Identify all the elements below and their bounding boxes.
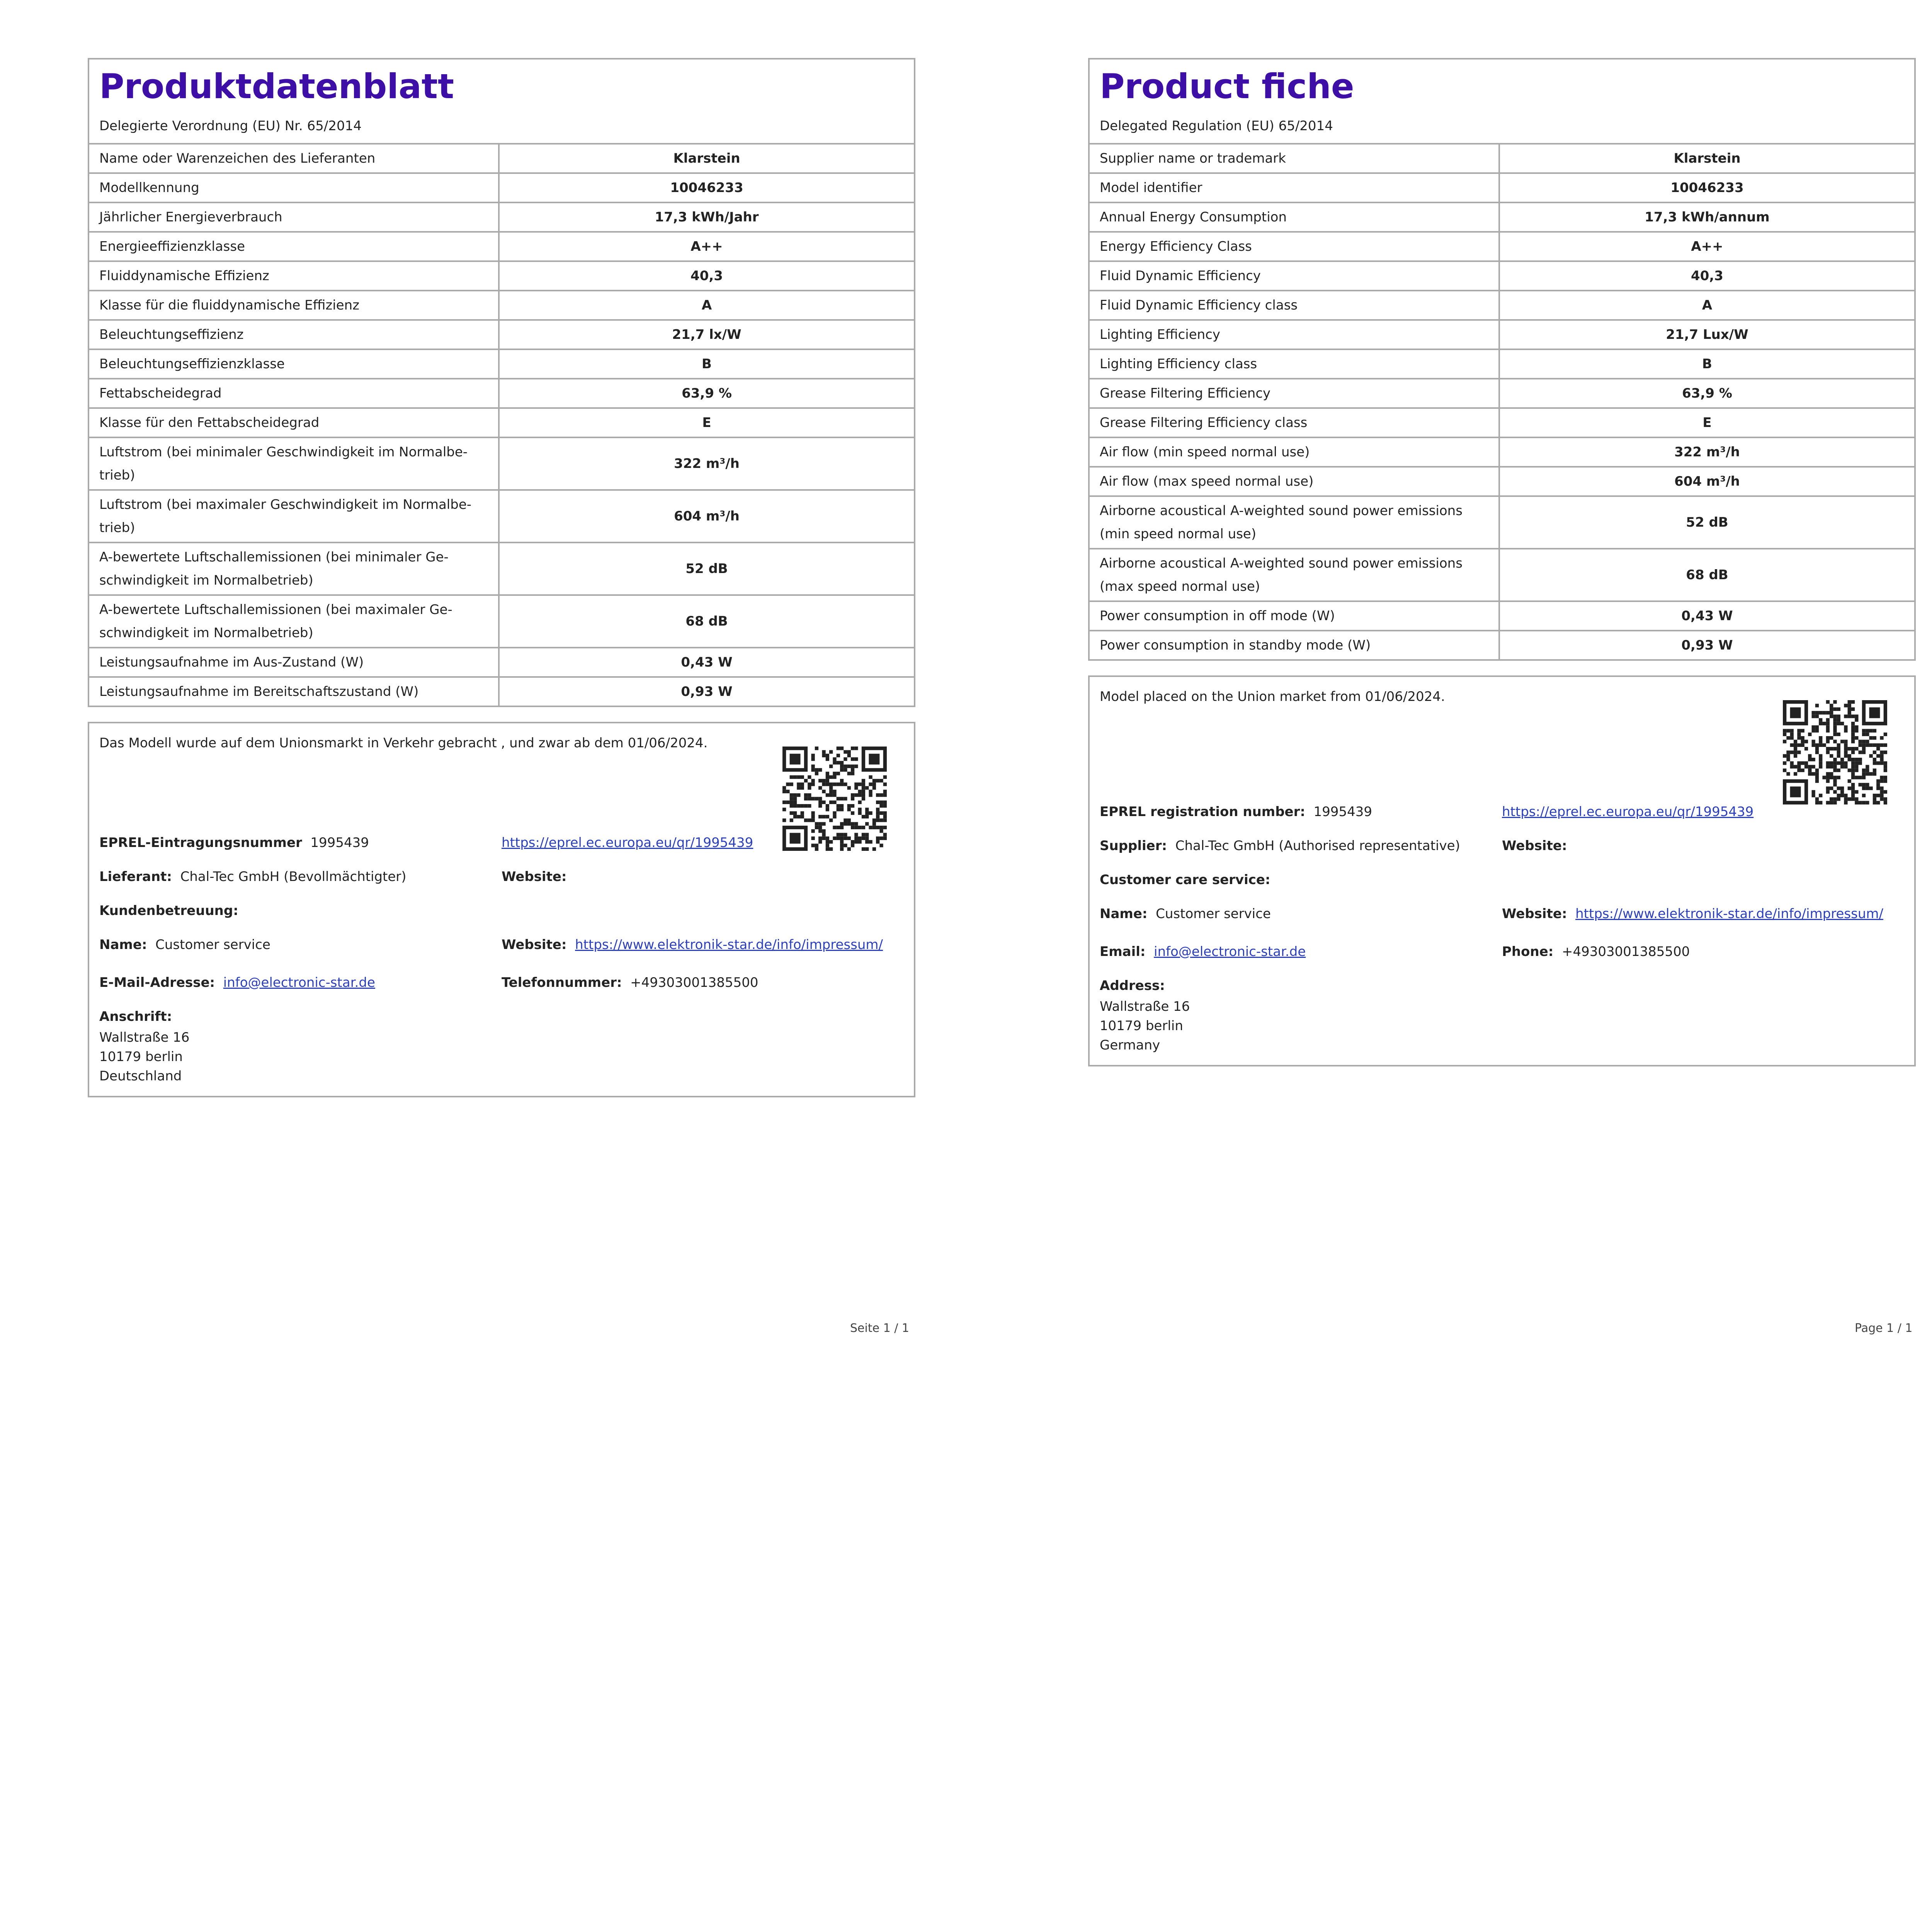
name-value-en: Customer service [1156, 906, 1271, 922]
address-line-en: Wallstraße 16 [1100, 999, 1190, 1014]
info-box-en [1088, 675, 1916, 1066]
spec-value: A++ [499, 232, 914, 261]
spec-value: 68 dB [1499, 549, 1914, 601]
page-title-de: Produktdatenblatt [99, 66, 454, 106]
spec-value: Klarstein [1673, 151, 1741, 166]
spec-value: 21,7 Lux/W [1499, 320, 1914, 349]
spec-row [89, 648, 914, 677]
spec-row [89, 291, 914, 320]
phone-value-en: +49303001385500 [1561, 944, 1690, 959]
spec-row [89, 261, 914, 291]
eprel-label-de: EPREL-Eintragungsnummer [99, 835, 302, 850]
supplier-row-en [1100, 835, 1904, 857]
address-line-de: Wallstraße 16 [99, 1030, 190, 1045]
eprel-number-en: 1995439 [1313, 804, 1372, 820]
spec-row [1090, 320, 1914, 349]
phone-value-de: +49303001385500 [630, 975, 759, 990]
spec-row [1090, 202, 1914, 232]
spec-box-en [1088, 58, 1916, 661]
spec-value: 322 m³/h [499, 437, 914, 490]
spec-row [1090, 496, 1914, 549]
eprel-link-de[interactable]: https://eprel.ec.europa.eu/qr/1995439 [502, 835, 753, 850]
spec-row [89, 490, 914, 543]
spec-value: 0,93 W [499, 677, 914, 706]
spec-value: 0,43 W [499, 648, 914, 677]
spec-value: A [499, 291, 914, 320]
supplier-label-de: Lieferant: [99, 869, 172, 884]
spec-row [1090, 379, 1914, 408]
email-link-en[interactable]: info@electronic-star.de [1154, 944, 1306, 959]
care-website-link-en[interactable]: https://www.elektronik-star.de/info/impressum/ [1575, 906, 1883, 922]
name-label-de: Name: [99, 937, 147, 952]
care-website-label-en: Website: [1502, 906, 1567, 922]
product-datasheet-de [88, 58, 915, 1097]
product-fiche-en [1088, 58, 1916, 1066]
regulation-subtitle-en: Delegated Regulation (EU) 65/2014 [1100, 118, 1333, 134]
spec-row [89, 408, 914, 437]
address-label-en: Address: [1100, 978, 1165, 993]
info-box-de [88, 722, 915, 1097]
contact-row-en [1100, 940, 1904, 963]
spec-row [1090, 467, 1914, 496]
eprel-label-en: EPREL registration number: [1100, 804, 1305, 820]
spec-label: Grease Filtering Efficiency class [1090, 408, 1499, 437]
spec-row [89, 437, 914, 490]
spec-label: Air flow (max speed normal use) [1090, 467, 1499, 496]
spec-row [1090, 173, 1914, 202]
spec-label: Name oder Warenzeichen des Lieferanten [89, 145, 499, 173]
spec-label: Beleuchtungseffizienz [89, 320, 499, 349]
spec-value: 17,3 kWh/annum [1499, 202, 1914, 232]
header-en [1090, 60, 1914, 145]
spec-label: Fluiddynamische Effizienz [89, 261, 499, 291]
supplier-value-de: Chal-Tec GmbH (Bevollmächtigter) [180, 869, 406, 884]
spec-label: Airborne acoustical A-weighted sound power emissions (min speed normal use) [1090, 496, 1499, 549]
spec-label: Klasse für die fluiddynamische Effizienz [89, 291, 499, 320]
spec-label: Jährlicher Energieverbrauch [89, 202, 499, 232]
email-link-de[interactable]: info@electronic-star.de [223, 975, 375, 990]
spec-row [1090, 232, 1914, 261]
website-label-de: Website: [502, 869, 567, 884]
spec-value: B [1499, 349, 1914, 379]
supplier-label-en: Supplier: [1100, 838, 1167, 854]
name-label-en: Name: [1100, 906, 1148, 922]
regulation-subtitle-de: Delegierte Verordnung (EU) Nr. 65/2014 [99, 118, 362, 134]
spec-row [89, 173, 914, 202]
care-row-en [1100, 903, 1904, 925]
spec-label: Lighting Efficiency class [1090, 349, 1499, 379]
spec-label: Fettabscheidegrad [89, 379, 499, 408]
spec-row [89, 320, 914, 349]
spec-label: A-bewertete Luftschallemissionen (bei maximaler Geschwindigkeit im Normalbetrieb) [89, 595, 499, 648]
spec-value: 0,43 W [1499, 601, 1914, 631]
spec-label: Supplier name or trademark [1090, 145, 1499, 173]
supplier-value-en: Chal-Tec GmbH (Authorised representative) [1175, 838, 1460, 854]
qr-code-de [782, 747, 887, 851]
spec-label: Power consumption in standby mode (W) [1090, 631, 1499, 659]
email-label-de: E-Mail-Adresse: [99, 975, 215, 990]
spec-value: 604 m³/h [1499, 467, 1914, 496]
spec-row [1090, 349, 1914, 379]
spec-label: Air flow (min speed normal use) [1090, 437, 1499, 467]
page-number-de: Seite 1 / 1 [850, 1321, 909, 1335]
care-website-label-de: Website: [502, 937, 567, 952]
spec-table-de [89, 145, 914, 706]
phone-label-de: Telefonnummer: [502, 975, 622, 990]
contact-row-de [99, 971, 904, 994]
spec-label: Luftstrom (bei maximaler Geschwindigkeit im Normalbetrieb) [89, 490, 499, 543]
name-value-de: Customer service [155, 937, 270, 952]
qr-code-en [1783, 700, 1887, 804]
spec-value: 52 dB [1499, 496, 1914, 549]
spec-label: Leistungsaufnahme im Bereitschaftszustand (W) [89, 677, 499, 706]
spec-value: 0,93 W [1499, 631, 1914, 659]
eprel-number-de: 1995439 [310, 835, 369, 850]
spec-value: 10046233 [499, 173, 914, 202]
spec-label: Luftstrom (bei minimaler Geschwindigkeit im Normalbetrieb) [89, 437, 499, 490]
spec-row [89, 595, 914, 648]
spec-value: 63,9 % [1499, 379, 1914, 408]
spec-label: Energieeffizienzklasse [89, 232, 499, 261]
spec-row [1090, 261, 1914, 291]
care-website-link-de[interactable]: https://www.elektronik-star.de/info/impressum/ [575, 937, 883, 952]
spec-label: Beleuchtungseffizienzklasse [89, 349, 499, 379]
email-label-en: Email: [1100, 944, 1146, 959]
spec-label: Power consumption in off mode (W) [1090, 601, 1499, 631]
market-statement-de: Das Modell wurde auf dem Unionsmarkt in Verkehr gebracht , und zwar ab dem 01/06/2024. [99, 735, 708, 751]
spec-value: A [1499, 291, 1914, 320]
spec-label: Fluid Dynamic Efficiency [1090, 261, 1499, 291]
page-number-en: Page 1 / 1 [1855, 1321, 1913, 1335]
spec-box-de [88, 58, 915, 707]
spec-label: Modellkennung [89, 173, 499, 202]
spec-row [89, 202, 914, 232]
spec-value: 322 m³/h [1499, 437, 1914, 467]
spec-row [1090, 291, 1914, 320]
spec-row [1090, 408, 1914, 437]
spec-value: 68 dB [499, 595, 914, 648]
spec-label: A-bewertete Luftschallemissionen (bei minimaler Geschwindigkeit im Normalbetrieb) [89, 543, 499, 595]
spec-label: Grease Filtering Efficiency [1090, 379, 1499, 408]
spec-row [89, 543, 914, 595]
spec-value: 52 dB [499, 543, 914, 595]
spec-value: 40,3 [499, 261, 914, 291]
spec-row [89, 145, 914, 173]
eprel-link-en[interactable]: https://eprel.ec.europa.eu/qr/1995439 [1502, 804, 1754, 820]
spec-row [1090, 145, 1914, 173]
customer-care-label-de: Kundenbetreuung: [99, 903, 238, 918]
spec-label: Lighting Efficiency [1090, 320, 1499, 349]
spec-label: Energy Efficiency Class [1090, 232, 1499, 261]
spec-row [89, 232, 914, 261]
address-line-de: 10179 berlin [99, 1049, 183, 1065]
market-statement-en: Model placed on the Union market from 01/06/2024. [1100, 689, 1445, 704]
spec-value: 63,9 % [499, 379, 914, 408]
spec-value: B [499, 349, 914, 379]
spec-value: E [499, 408, 914, 437]
supplier-row-de [99, 866, 904, 888]
spec-row [1090, 549, 1914, 601]
website-label-en: Website: [1502, 838, 1567, 854]
spec-row [89, 677, 914, 706]
spec-row [89, 379, 914, 408]
spec-label: Leistungsaufnahme im Aus-Zustand (W) [89, 648, 499, 677]
spec-value: 10046233 [1499, 173, 1914, 202]
spec-row [1090, 437, 1914, 467]
spec-label: Klasse für den Fettabscheidegrad [89, 408, 499, 437]
spec-row [89, 349, 914, 379]
spec-value: 17,3 kWh/Jahr [499, 202, 914, 232]
spec-row [1090, 601, 1914, 631]
spec-value: 604 m³/h [499, 490, 914, 543]
spec-label: Model identifier [1090, 173, 1499, 202]
address-line-de: Deutschland [99, 1068, 182, 1084]
spec-table-en [1090, 145, 1914, 659]
spec-value: 21,7 lx/W [499, 320, 914, 349]
spec-value: A++ [1499, 232, 1914, 261]
address-line-en: Germany [1100, 1037, 1160, 1053]
address-label-de: Anschrift: [99, 1009, 172, 1024]
spec-row [1090, 631, 1914, 659]
spec-label: Fluid Dynamic Efficiency class [1090, 291, 1499, 320]
page-title-en: Product fiche [1100, 66, 1354, 106]
address-line-en: 10179 berlin [1100, 1018, 1183, 1034]
care-row-de [99, 934, 904, 956]
spec-label: Airborne acoustical A-weighted sound power emissions (max speed normal use) [1090, 549, 1499, 601]
spec-value: Klarstein [673, 151, 740, 166]
phone-label-en: Phone: [1502, 944, 1554, 959]
spec-label: Annual Energy Consumption [1090, 202, 1499, 232]
customer-care-label-en: Customer care service: [1100, 872, 1270, 888]
spec-value: E [1499, 408, 1914, 437]
header-de [89, 60, 914, 145]
spec-value: 40,3 [1499, 261, 1914, 291]
